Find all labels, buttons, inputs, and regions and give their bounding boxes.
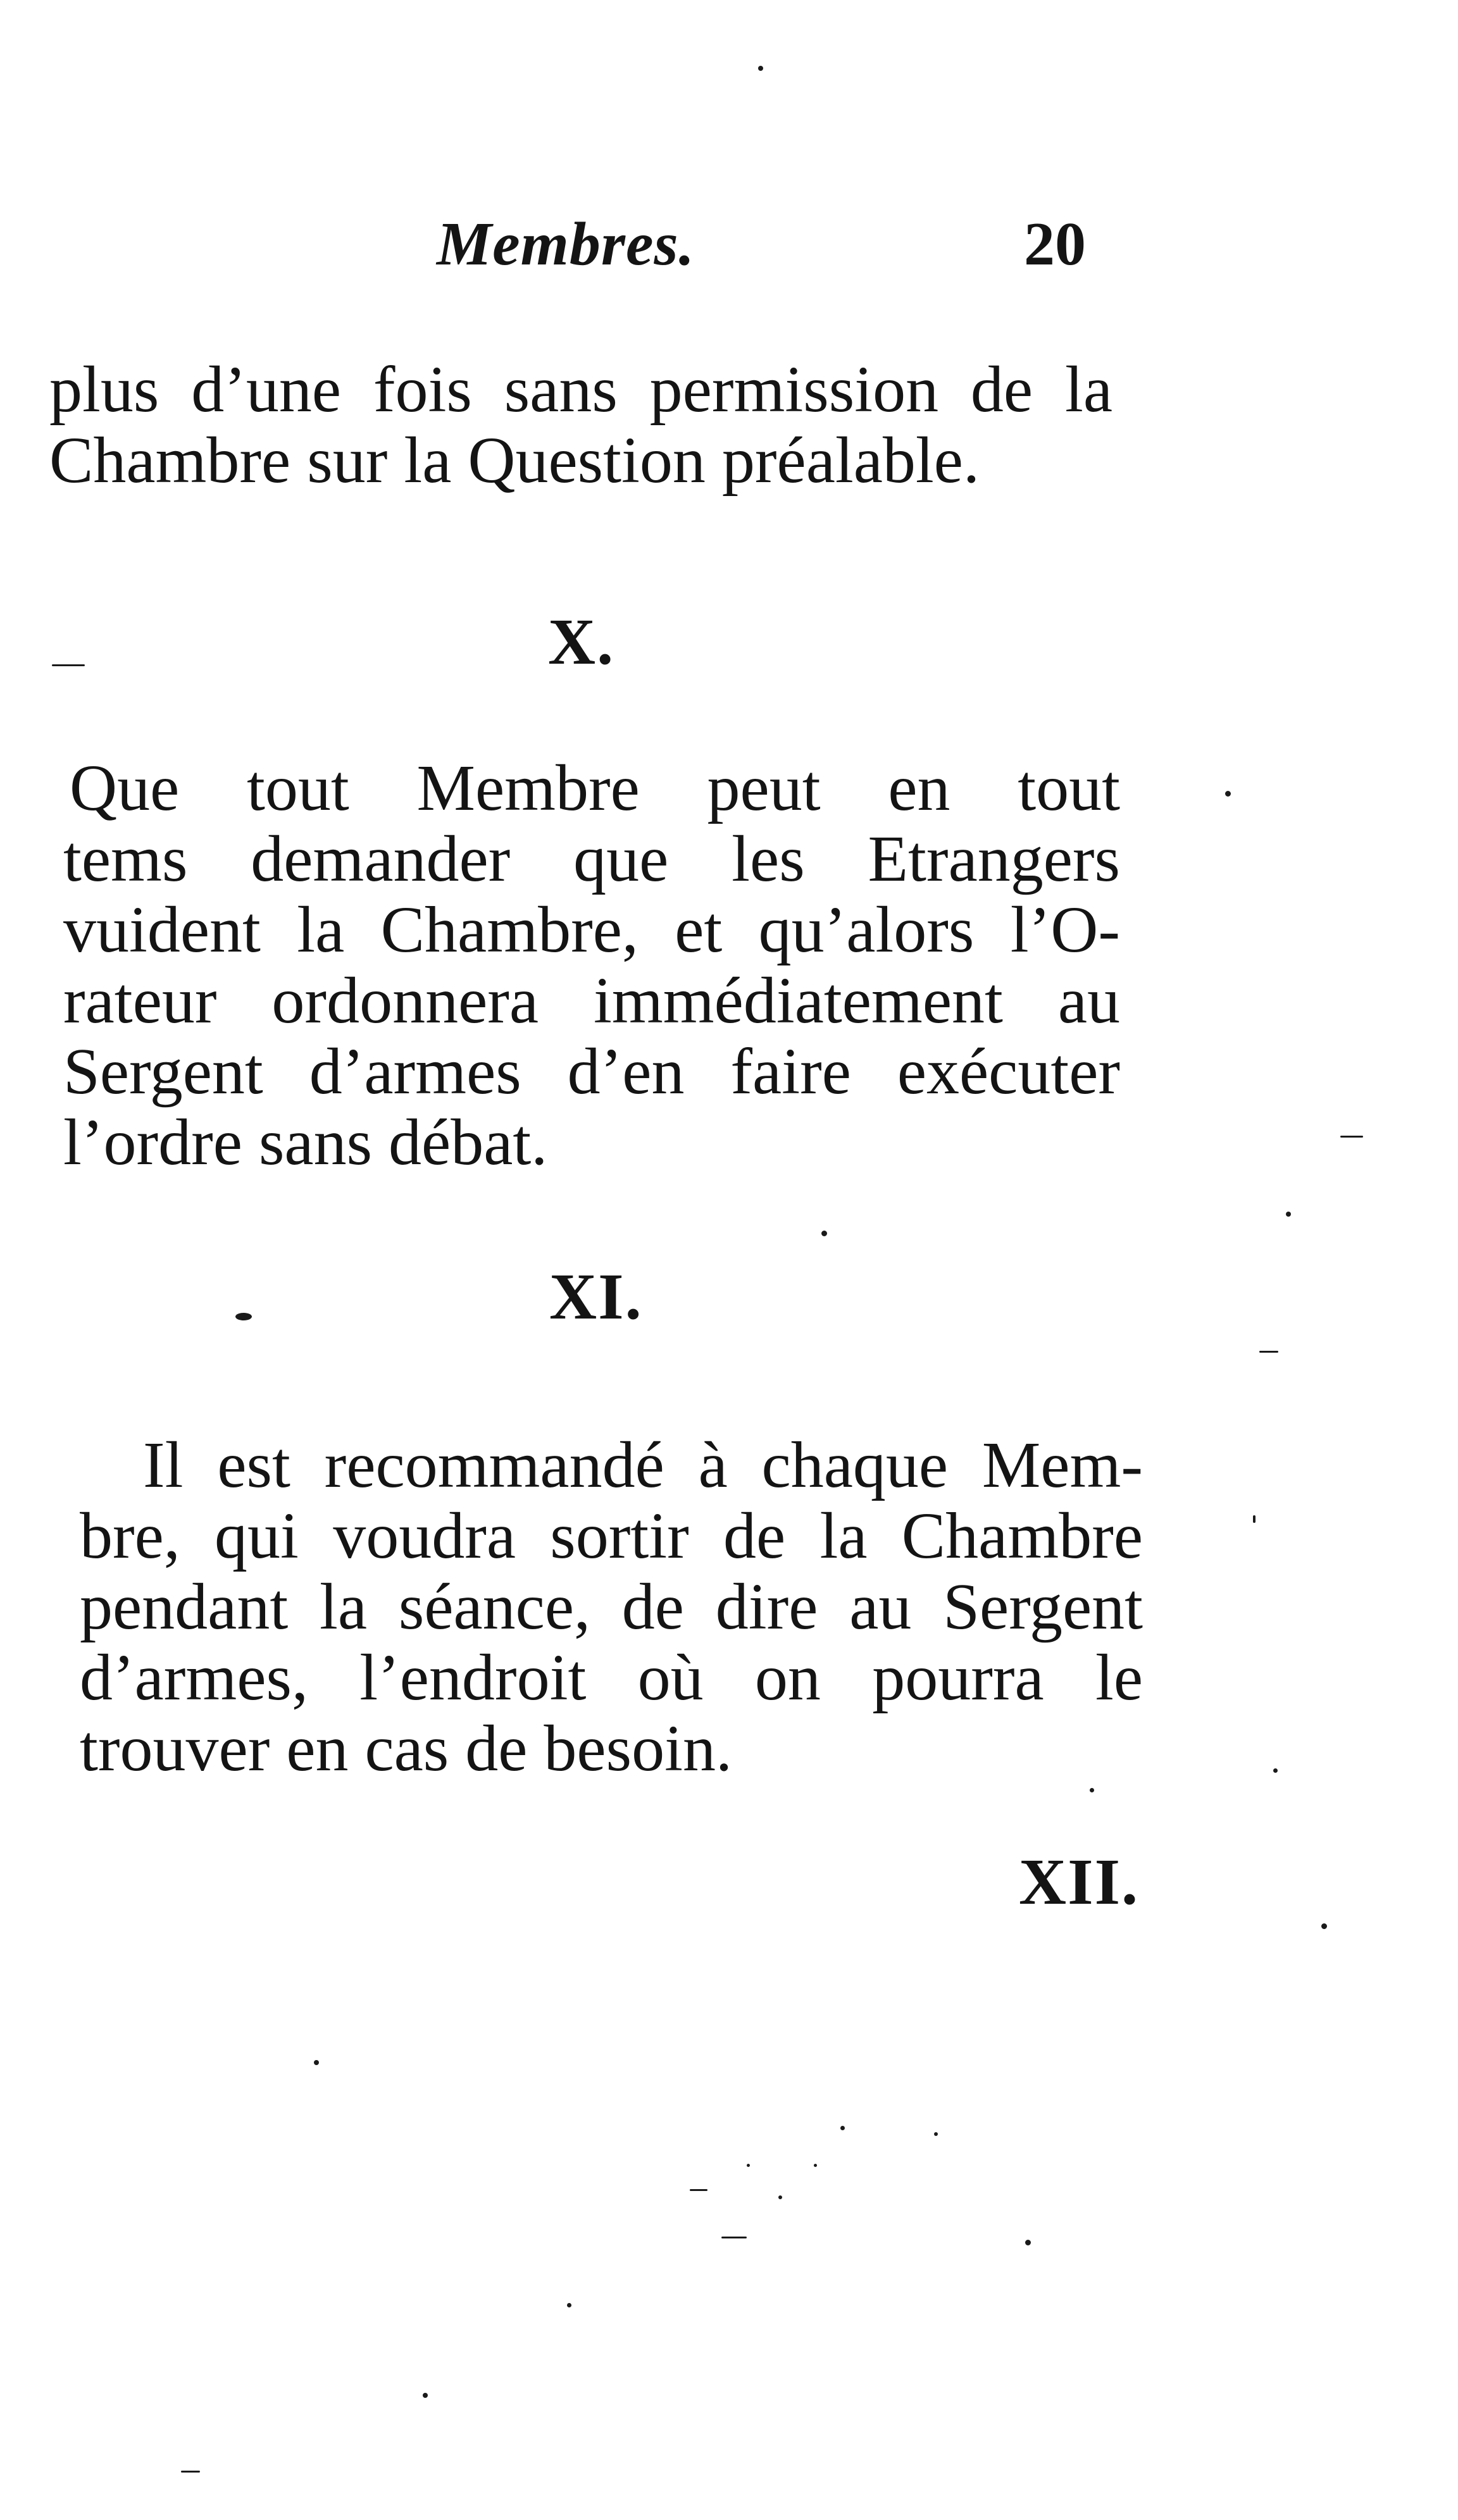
text-line: plus d’une fois sans permission de la: [49, 353, 1112, 426]
ink-speck: [1225, 791, 1231, 797]
text-line: trouver en cas de besoin.: [80, 1712, 732, 1785]
ink-speck: [181, 2471, 200, 2473]
text-line: l’ordre sans débat.: [63, 1106, 548, 1179]
ink-speck: [934, 2132, 938, 2136]
text-line: bre, qui voudra sortir de la Chambre: [80, 1499, 1143, 1572]
text-line: Chambre sur la Question préalable.: [49, 424, 980, 497]
ink-speck: [235, 1313, 252, 1320]
text-line: Il est recommandé à chaque Mem-: [143, 1429, 1143, 1501]
text-line: pendant la séance, de dire au Sergent: [80, 1570, 1143, 1643]
ink-speck: [1286, 1212, 1291, 1217]
ink-speck: [821, 1231, 827, 1236]
paragraph-x: [63, 753, 1120, 1178]
text-line: vuident la Chambre, et qu’alors l’O-: [63, 893, 1120, 966]
text-line: d’armes, l’endroit où on pourra le: [80, 1641, 1143, 1714]
ink-speck: [567, 2303, 571, 2307]
running-title: Membres.: [437, 210, 695, 278]
ink-speck: [1025, 2240, 1031, 2245]
ink-speck: [690, 2189, 707, 2191]
text-line: Sergent d’armes d’en faire exécuter: [63, 1035, 1120, 1108]
text-line: rateur ordonnera immédiatement au: [63, 964, 1120, 1037]
ink-speck: [840, 2126, 845, 2130]
section-heading-x: X.: [548, 605, 615, 678]
ink-speck: [423, 2393, 428, 2398]
ink-speck: [1321, 1923, 1327, 1929]
ink-speck: [1253, 1515, 1256, 1523]
ink-speck: [758, 66, 763, 71]
section-heading-xi: XI.: [549, 1260, 643, 1333]
ink-speck: [1340, 1136, 1363, 1138]
paragraph-xi: [80, 1430, 1143, 1784]
running-head: [0, 209, 1458, 285]
text-line: Que tout Membre peut en tout: [70, 752, 1120, 824]
ink-speck: [52, 664, 85, 666]
ink-speck: [1273, 1768, 1278, 1773]
ink-speck: [1090, 1788, 1094, 1792]
text-line: tems demander que les Etrangers: [63, 822, 1120, 895]
ink-speck: [747, 2164, 750, 2167]
ink-speck: [721, 2237, 747, 2238]
paragraph-continued: [49, 354, 1112, 496]
catchword: XII.: [1019, 1846, 1140, 1918]
ink-speck: [814, 2164, 817, 2167]
ink-speck: [1259, 1351, 1278, 1353]
ink-speck: [778, 2195, 782, 2199]
ink-speck: [314, 2060, 319, 2065]
page-number: 20: [1024, 210, 1086, 278]
